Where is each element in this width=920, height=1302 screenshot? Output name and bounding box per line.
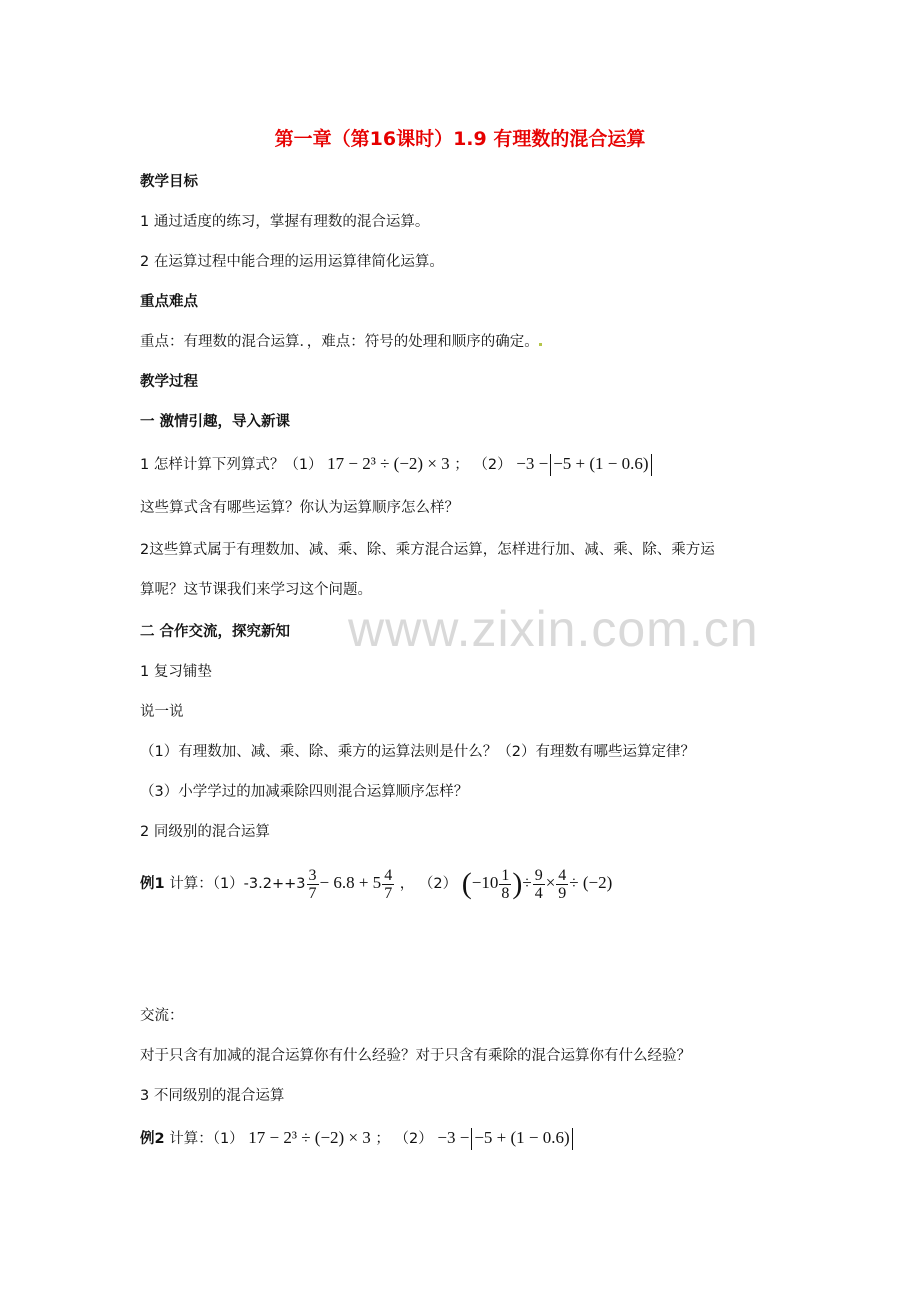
fraction-9-4 bbox=[533, 867, 545, 902]
fraction-denominator: 7 bbox=[384, 884, 393, 902]
same-level-heading: 2 同级别的混合运算 bbox=[140, 824, 270, 840]
fraction-3-7 bbox=[307, 867, 319, 902]
example-1-label: 例1 bbox=[140, 876, 165, 892]
process-heading: 教学过程 bbox=[140, 374, 198, 390]
example-2-expr2a: −3 − bbox=[437, 1128, 470, 1147]
times-sign: × bbox=[545, 873, 556, 892]
question-1 bbox=[140, 452, 654, 477]
paren-left: ( bbox=[461, 867, 472, 900]
fraction-numerator: 1 bbox=[501, 866, 510, 884]
fraction-numerator: 3 bbox=[308, 866, 317, 884]
exchange-question: 对于只含有加减的混合运算你有什么经验？对于只含有乘除的混合运算你有什么经验？ bbox=[140, 1048, 691, 1064]
part2-heading: 二 合作交流，探究新知 bbox=[140, 624, 291, 640]
question-1-expr1: 17 − 2³ ÷ (−2) × 3 bbox=[327, 454, 450, 473]
example-1 bbox=[140, 860, 612, 907]
example-1-sep: ， （2） bbox=[395, 876, 458, 892]
goal-1: 1 通过适度的练习，掌握有理数的混合运算。 bbox=[140, 214, 430, 230]
question-1-prefix: 1 怎样计算下列算式？（1） bbox=[140, 457, 323, 473]
fraction-4-7 bbox=[382, 867, 394, 902]
mark-dot bbox=[539, 343, 542, 346]
keypoints-heading: 重点难点 bbox=[140, 294, 198, 310]
example-2 bbox=[140, 1126, 575, 1151]
fraction-4-9 bbox=[556, 867, 568, 902]
abs-bar-left bbox=[471, 1128, 472, 1150]
exchange-heading: 交流： bbox=[140, 1008, 184, 1024]
example-2-expr2b: −5 + (1 − 0.6) bbox=[474, 1128, 570, 1147]
fraction-numerator: 4 bbox=[558, 866, 567, 884]
example-2-label: 例2 bbox=[140, 1131, 165, 1147]
abs-bar-left bbox=[550, 454, 551, 476]
fraction-denominator: 4 bbox=[534, 884, 543, 902]
review-heading: 1 复习铺垫 bbox=[140, 664, 212, 680]
question-line-3b: 算呢？这节课我们来学习这个问题。 bbox=[140, 582, 372, 598]
divide-sign: ÷ bbox=[522, 873, 532, 892]
question-1-expr2b: −5 + (1 − 0.6) bbox=[553, 454, 649, 473]
question-line-3a: 2这些算式属于有理数加、减、乘、除、乘方混合运算，怎样进行加、减、乘、除、乘方运 bbox=[140, 542, 715, 558]
say-question-1: （1）有理数加、减、乘、除、乘方的运算法则是什么？（2）有理数有哪些运算定律？ bbox=[140, 744, 695, 760]
question-1-sep: ； （2） bbox=[454, 457, 512, 473]
example-1-part2-a: −10 bbox=[471, 873, 499, 892]
paren-right: ) bbox=[512, 867, 523, 900]
fraction-numerator: 4 bbox=[384, 866, 393, 884]
say-question-2: （3）小学学过的加减乘除四则混合运算顺序怎样？ bbox=[140, 784, 469, 800]
example-2-sep: ； （2） bbox=[375, 1131, 433, 1147]
watermark: www.zixin.com.cn bbox=[348, 601, 759, 657]
fraction-numerator: 9 bbox=[534, 866, 543, 884]
keypoints-content: 重点：有理数的混合运算．，难点：符号的处理和顺序的确定。 bbox=[140, 334, 539, 350]
example-2-expr1: 17 − 2³ ÷ (−2) × 3 bbox=[248, 1128, 371, 1147]
fraction-denominator: 8 bbox=[501, 884, 510, 902]
goal-2: 2 在运算过程中能合理的运用运算律简化运算。 bbox=[140, 254, 444, 270]
page-title: 第一章（第16课时）1.9 有理数的混合运算 bbox=[274, 128, 646, 150]
fraction-denominator: 9 bbox=[558, 884, 567, 902]
diff-level-heading: 3 不同级别的混合运算 bbox=[140, 1088, 285, 1104]
example-1-mid: − 6.8 + 5 bbox=[319, 873, 382, 892]
abs-bar-right bbox=[651, 454, 652, 476]
fraction-denominator: 7 bbox=[308, 884, 317, 902]
goals-heading: 教学目标 bbox=[140, 174, 198, 190]
example-2-prefix: 计算：（1） bbox=[164, 1131, 244, 1147]
say-heading: 说一说 bbox=[140, 704, 184, 720]
example-1-prefix: 计算：（1）-3.2++3 bbox=[164, 876, 306, 892]
question-1-expr2a: −3 − bbox=[516, 454, 549, 473]
part1-heading: 一 激情引趣，导入新课 bbox=[140, 414, 291, 430]
abs-bar-right bbox=[572, 1128, 573, 1150]
question-line-2: 这些算式含有哪些运算？你认为运算顺序怎么样？ bbox=[140, 500, 459, 516]
keypoints-text bbox=[140, 332, 542, 352]
example-1-tail: ÷ (−2) bbox=[569, 873, 613, 892]
fraction-1-8 bbox=[499, 867, 511, 902]
